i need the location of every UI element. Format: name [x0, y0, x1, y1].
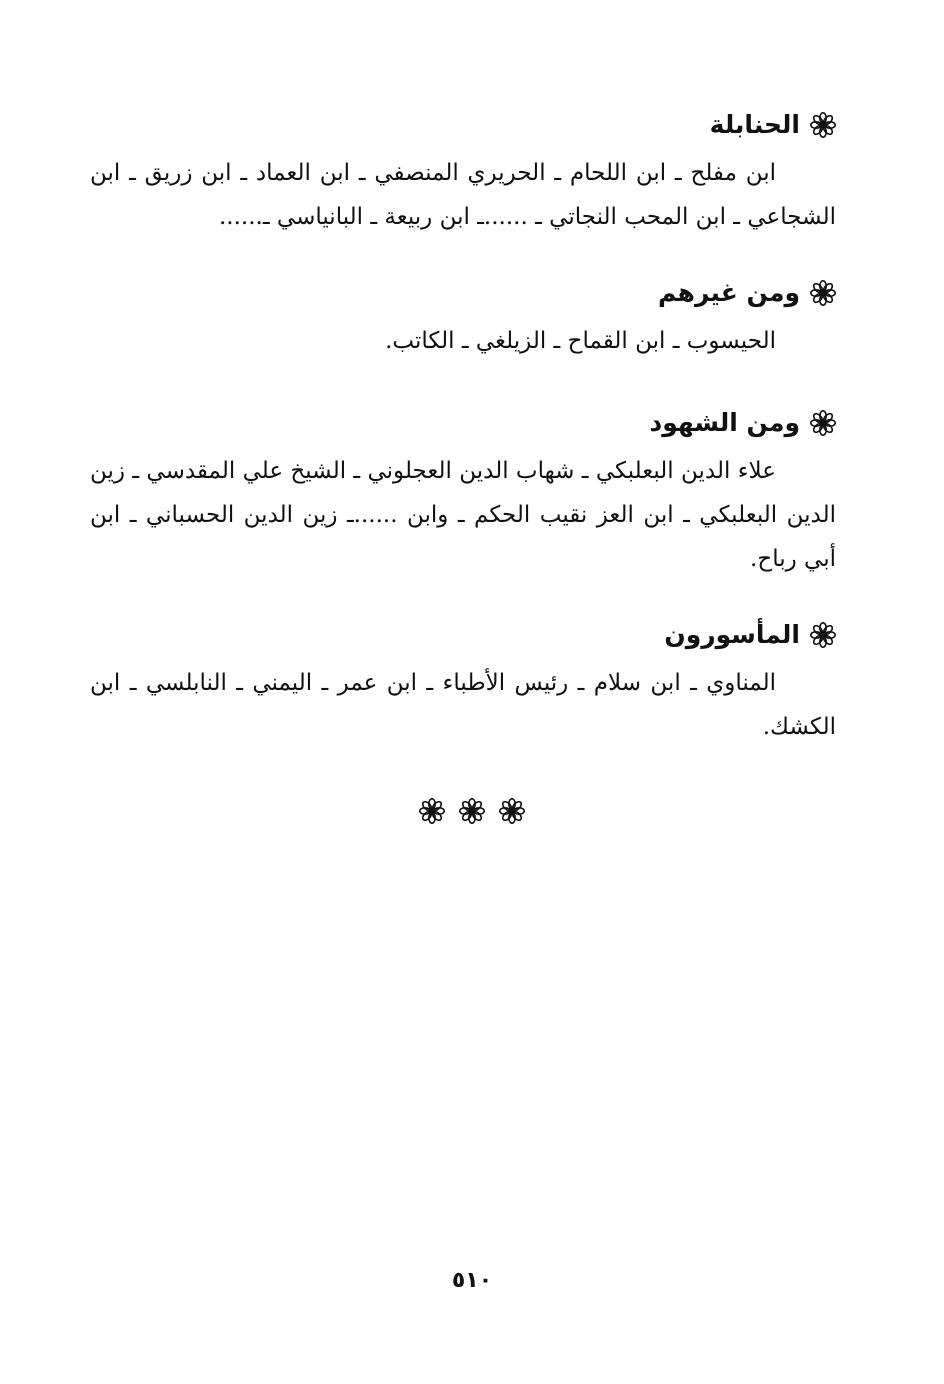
- flower-icon: [810, 410, 836, 436]
- flower-icon: [810, 622, 836, 648]
- section-heading-text: المأسورون: [664, 620, 800, 649]
- section-body-text: المناوي ـ ابن سلام ـ رئيس الأطباء ـ ابن عمر ـ اليمني ـ النابلسي ـ ابن الكشك.: [90, 670, 836, 740]
- section-captives: [90, 615, 836, 749]
- flower-icon: [499, 798, 525, 824]
- section-hanabila: [90, 105, 836, 239]
- section-end-ornament: [0, 798, 944, 824]
- section-heading: [90, 105, 836, 145]
- section-heading-text: الحنابلة: [709, 110, 800, 139]
- document-page: [90, 105, 836, 783]
- section-witnesses: [90, 403, 836, 581]
- flower-icon: [419, 798, 445, 824]
- section-body-text: الحيسوب ـ ابن القماح ـ الزيلغي ـ الكاتب.: [385, 328, 776, 354]
- flower-icon: [810, 280, 836, 306]
- section-heading: [90, 273, 836, 313]
- page-number: ٥١٠: [451, 1268, 493, 1293]
- flower-icon: [810, 112, 836, 138]
- section-heading: [90, 615, 836, 655]
- section-body-text: علاء الدين البعلبكي ـ شهاب الدين العجلوني ـ الشيخ علي المقدسي ـ زين الدين البعلبكي ـ ابن العز نقيب الحكم ـ وابن ......ـ زين الدين الحسباني ـ ابن أبي رباح.: [90, 458, 836, 572]
- section-heading-text: ومن الشهود: [649, 408, 800, 437]
- section-others: [90, 273, 836, 363]
- section-heading-text: ومن غيرهم: [658, 278, 800, 307]
- section-heading: [90, 403, 836, 443]
- section-body-text: ابن مفلح ـ ابن اللحام ـ الحريري المنصفي ـ ابن العماد ـ ابن زريق ـ ابن الشجاعي ـ ابن المحب النجاتي ـ ......ـ ابن ربيعة ـ البانياسي ـ......: [90, 160, 836, 230]
- flower-icon: [459, 798, 485, 824]
